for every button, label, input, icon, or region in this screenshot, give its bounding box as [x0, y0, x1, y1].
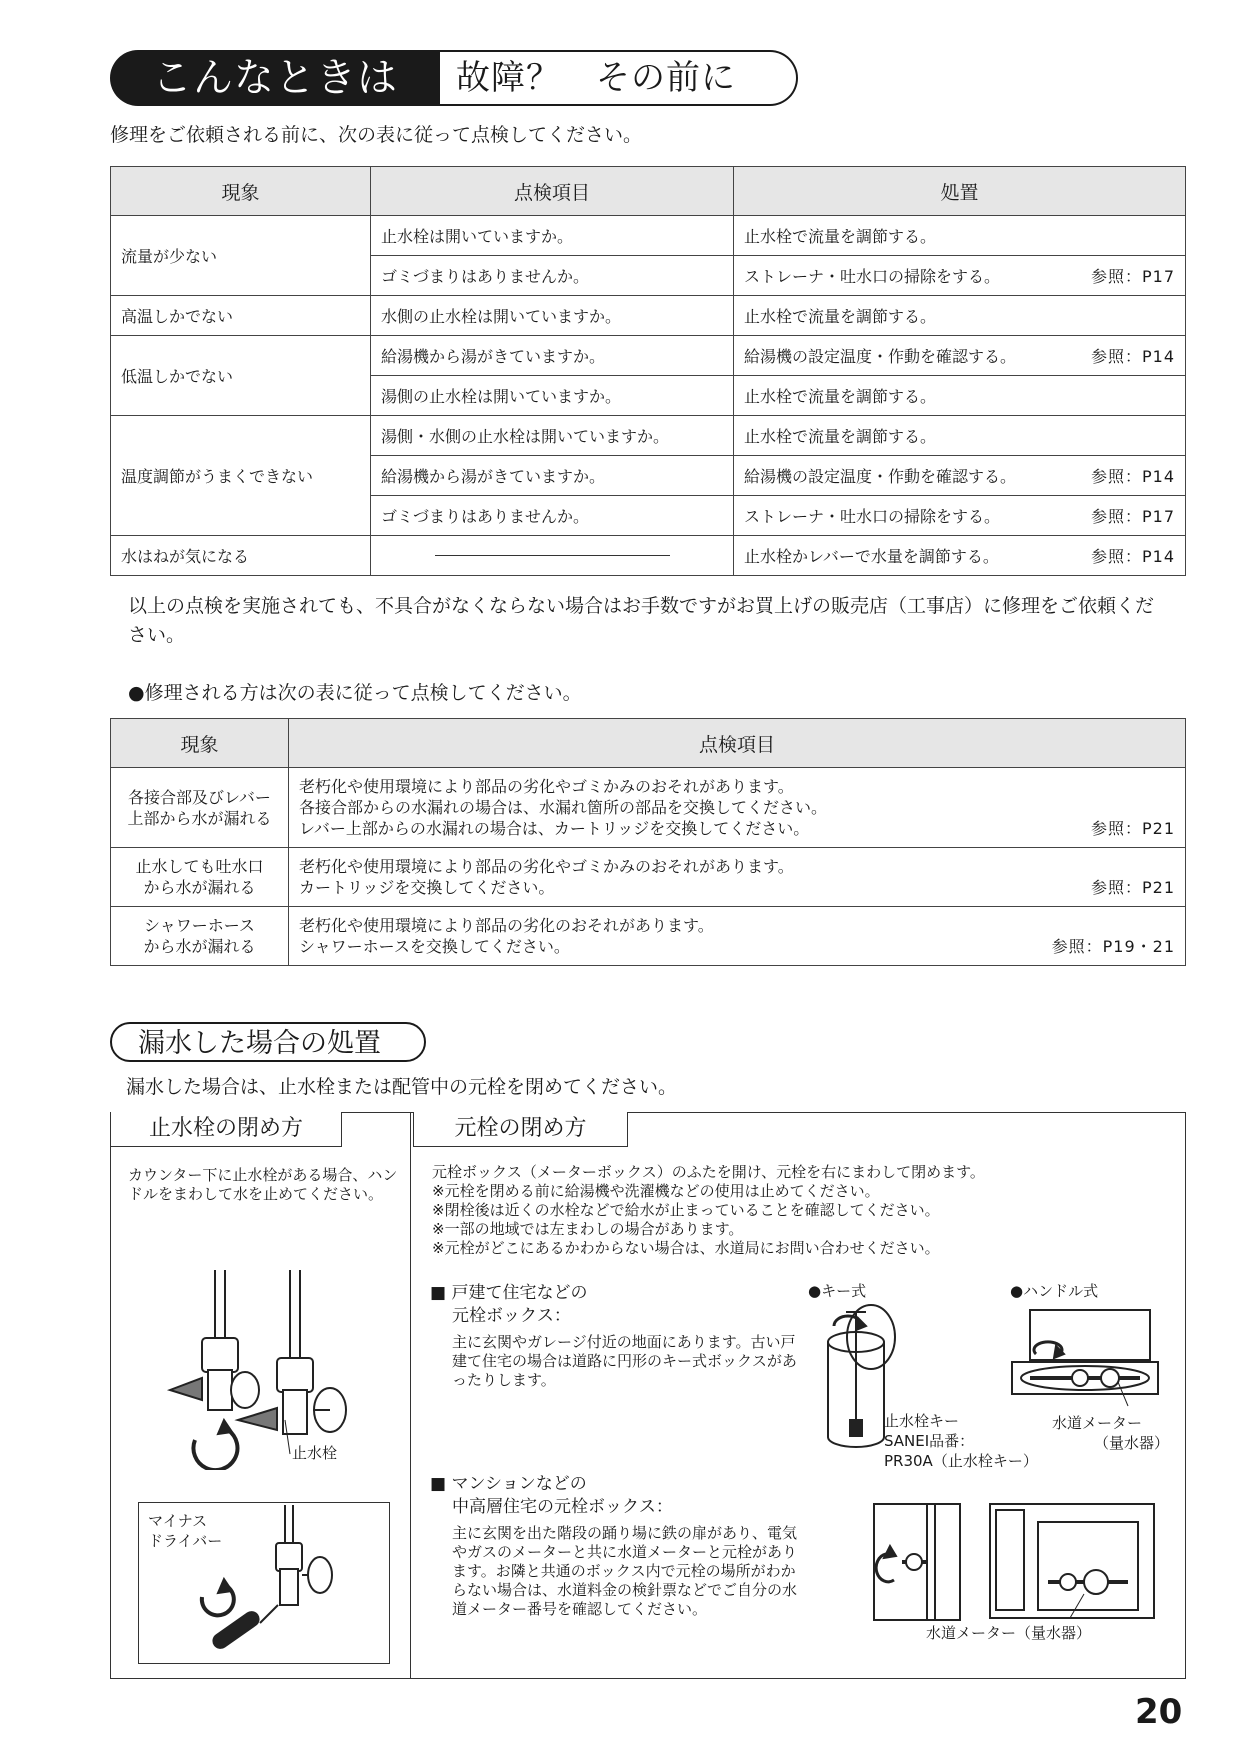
label-driver-line2: ドライバー [148, 1532, 223, 1550]
action-text: 止水栓かレバーで水量を調節する。 [744, 547, 999, 566]
reference-text: 参照：P19・21 [1051, 937, 1175, 956]
check-line-text: シャワーホースを交換してください。 [299, 937, 570, 956]
header-action: 処置 [734, 167, 1186, 216]
repairer-table [110, 718, 1186, 966]
symptom-cell [111, 848, 289, 907]
symptom-line: から水が漏れる [143, 878, 256, 897]
table-row [111, 416, 1186, 456]
action-text: 給湯機の設定温度・作動を確認する。 [744, 467, 1017, 486]
action-cell [734, 536, 1186, 576]
reference-text: 参照：P17 [1090, 507, 1175, 526]
check-line-text: レバー上部からの水漏れの場合は、カートリッジを交換してください。 [299, 819, 810, 838]
mansion-box-title-1: ■ マンションなどの [430, 1474, 587, 1494]
check-line [299, 818, 1175, 839]
table-row [111, 768, 1186, 848]
action-cell [734, 376, 1186, 416]
check-cell: ゴミづまりはありませんか。 [371, 496, 734, 536]
action-cell [734, 456, 1186, 496]
screwdriver-illustration [190, 1505, 385, 1660]
header-white-label: 故障？ その前に [440, 50, 798, 106]
tab-stop-valve: 止水栓の閉め方 [110, 1112, 342, 1147]
meter-label-1: 水道メーター [1052, 1414, 1143, 1432]
table-row [111, 216, 1186, 256]
check-cell [289, 907, 1186, 966]
header-symptom: 現象 [111, 719, 289, 768]
symptom-cell: 低温しかでない [111, 336, 371, 416]
main-valve-line: ※一部の地域では左まわしの場合があります。 [432, 1220, 744, 1238]
stop-valve-text: カウンター下に止水栓がある場合、ハンドルをまわして水を止めてください。 [128, 1166, 398, 1203]
table-row [111, 336, 1186, 376]
check-line: 老朽化や使用環境により部品の劣化やゴミかみのおそれがあります。 [299, 777, 794, 796]
table-row [111, 536, 1186, 576]
check-cell: 止水栓は開いていますか。 [371, 216, 734, 256]
repair-note: 以上の点検を実施されても、不具合がなくならない場合はお手数ですがお買上げの販売店（工事店）に修理をご依頼ください。 [128, 595, 1155, 646]
house-box-title-1: ■ 戸建て住宅などの [430, 1283, 588, 1303]
main-valve-instructions [432, 1163, 1172, 1258]
table-header-row [111, 719, 1186, 768]
symptom-line: シャワーホース [144, 916, 255, 935]
action-text: 止水栓で流量を調節する。 [744, 427, 937, 446]
symptom-cell [111, 907, 289, 966]
action-text: 止水栓で流量を調節する。 [744, 227, 937, 246]
action-cell [734, 416, 1186, 456]
tab-main-valve: 元栓の閉め方 [413, 1112, 628, 1147]
symptom-cell: 高温しかでない [111, 296, 371, 336]
page-number: 20 [1135, 1692, 1183, 1732]
key-type-label: ●キー式 [808, 1282, 867, 1300]
handle-type-label: ●ハンドル式 [1010, 1282, 1099, 1300]
handle-box-illustration [1010, 1302, 1160, 1412]
dash-line [435, 555, 670, 556]
repairer-note: ●修理される方は次の表に従って点検してください。 [128, 682, 582, 704]
key-label-1: 止水栓キー [884, 1412, 960, 1430]
header-check: 点検項目 [371, 167, 734, 216]
label-stop-valve: 止水栓 [292, 1444, 338, 1462]
mansion-box-title-2: 中高層住宅の元栓ボックス： [452, 1497, 673, 1517]
action-cell [734, 496, 1186, 536]
stop-valve-illustration [140, 1270, 400, 1470]
reference-text: 参照：P21 [1090, 878, 1175, 897]
mansion-box-text: 主に玄関を出た階段の踊り場に鉄の扉があり、電気やガスのメーターと共に水道メーターと元栓があります。お隣と共通のボックス内で元栓の場所がわからない場合は、水道料金の検針票などでご自分の水道メーター番号を確認してください。 [452, 1524, 798, 1618]
meter-box-illustration [988, 1502, 1156, 1620]
check-cell: ゴミづまりはありませんか。 [371, 256, 734, 296]
main-valve-line: ※元栓がどこにあるかわからない場合は、水道局にお問い合わせください。 [432, 1239, 940, 1257]
page-header [110, 50, 790, 106]
intro-text: 修理をご依頼される前に、次の表に従って点検してください。 [110, 124, 643, 146]
symptom-line: から水が漏れる [143, 937, 256, 956]
leak-intro: 漏水した場合は、止水栓または配管中の元栓を閉めてください。 [126, 1076, 678, 1098]
symptom-cell: 水はねが気になる [111, 536, 371, 576]
action-cell [734, 216, 1186, 256]
header-black-label: こんなときは [110, 50, 440, 106]
meter-label-2: （量水器） [1094, 1434, 1170, 1452]
check-line: 各接合部からの水漏れの場合は、水漏れ箇所の部品を交換してください。 [299, 798, 828, 817]
house-box-text: 主に玄関やガレージ付近の地面にあります。古い戸建て住宅の場合は道路に円形のキー式ボックスがあったりします。 [452, 1333, 797, 1389]
check-line: 老朽化や使用環境により部品の劣化のおそれがあります。 [299, 916, 714, 935]
check-line [299, 936, 1175, 957]
leak-section-title: 漏水した場合の処置 [110, 1022, 426, 1062]
check-cell [289, 848, 1186, 907]
check-cell: 湯側の止水栓は開いていますか。 [371, 376, 734, 416]
reference-text: 参照：P14 [1090, 467, 1175, 486]
action-text: 止水栓で流量を調節する。 [744, 387, 937, 406]
action-cell [734, 336, 1186, 376]
symptom-cell: 温度調節がうまくできない [111, 416, 371, 536]
check-cell: 給湯機から湯がきていますか。 [371, 336, 734, 376]
mansion-valve-illustration [872, 1502, 962, 1622]
action-text: ストレーナ・吐水口の掃除をする。 [744, 267, 1001, 286]
box-divider [410, 1112, 411, 1678]
check-line-text: カートリッジを交換してください。 [299, 878, 555, 897]
check-cell [289, 768, 1186, 848]
house-box-title-2: 元栓ボックス： [452, 1306, 571, 1326]
main-valve-line: ※閉栓後は近くの水栓などで給水が止まっていることを確認してください。 [432, 1201, 940, 1219]
action-cell [734, 256, 1186, 296]
check-cell: 湯側・水側の止水栓は開いていますか。 [371, 416, 734, 456]
reference-text: 参照：P14 [1090, 347, 1175, 366]
action-text: 給湯機の設定温度・作動を確認する。 [744, 347, 1017, 366]
header-symptom: 現象 [111, 167, 371, 216]
reference-text: 参照：P17 [1090, 267, 1175, 286]
reference-text: 参照：P14 [1090, 547, 1175, 566]
symptom-line: 止水しても吐水口 [135, 857, 264, 876]
header-check: 点検項目 [289, 719, 1186, 768]
symptom-cell: 流量が少ない [111, 216, 371, 296]
symptom-line: 上部から水が漏れる [127, 808, 272, 828]
symptom-line: 各接合部及びレバー [128, 787, 271, 807]
reference-text: 参照：P21 [1090, 819, 1175, 838]
table-header-row [111, 167, 1186, 216]
meter-label-bottom: 水道メーター（量水器） [926, 1624, 1092, 1642]
check-line [299, 877, 1175, 898]
key-label-2: SANEI品番： [884, 1432, 975, 1450]
action-cell [734, 296, 1186, 336]
check-line: 老朽化や使用環境により部品の劣化やゴミかみのおそれがあります。 [299, 857, 794, 876]
check-cell-empty [371, 536, 734, 576]
table-row [111, 907, 1186, 966]
key-label-3: PR30A（止水栓キー） [884, 1452, 1038, 1470]
check-cell: 水側の止水栓は開いていますか。 [371, 296, 734, 336]
main-valve-line: 元栓ボックス（メーターボックス）のふたを開け、元栓を右にまわして閉めます。 [432, 1163, 985, 1181]
action-text: 止水栓で流量を調節する。 [744, 307, 937, 326]
troubleshoot-table [110, 166, 1186, 576]
label-driver-line1: マイナス [148, 1512, 208, 1530]
table-row [111, 848, 1186, 907]
table-row [111, 296, 1186, 336]
check-cell: 給湯機から湯がきていますか。 [371, 456, 734, 496]
main-valve-line: ※元栓を閉める前に給湯機や洗濯機などの使用は止めてください。 [432, 1182, 880, 1200]
action-text: ストレーナ・吐水口の掃除をする。 [744, 507, 1001, 526]
symptom-cell [111, 768, 289, 848]
